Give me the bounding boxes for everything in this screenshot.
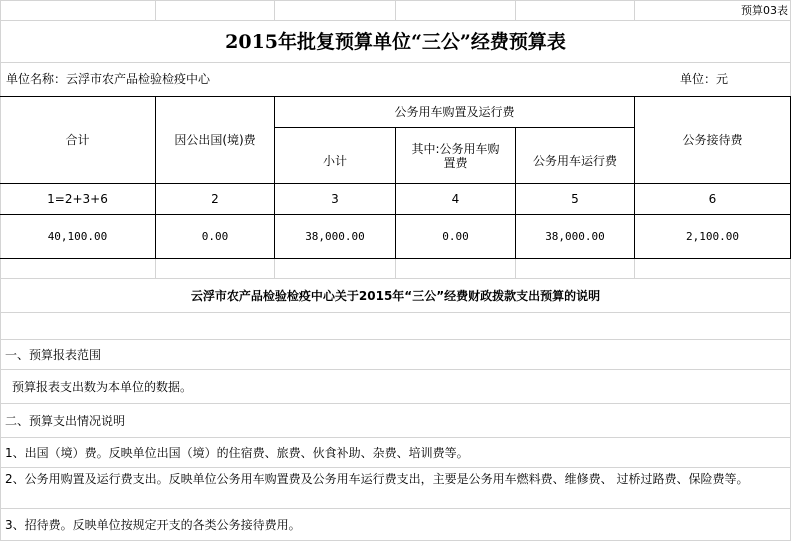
section1-text: 预算报表支出数为本单位的数据。 <box>12 379 193 394</box>
grid-line <box>634 258 635 278</box>
grid-line <box>274 258 275 278</box>
header-reception: 公务接待费 <box>682 133 743 147</box>
index-cell: 6 <box>708 192 717 206</box>
value-vehicle-purchase: 0.00 <box>442 229 469 243</box>
index-cell: 4 <box>451 192 460 206</box>
header-vehicle-group: 公务用车购置及运行费 <box>394 105 515 119</box>
header-overseas: 因公出国(境)费 <box>174 133 256 147</box>
index-cell: 3 <box>331 192 339 206</box>
value-subtotal: 38,000.00 <box>305 229 365 243</box>
index-cell: 1=2+3+6 <box>47 192 108 206</box>
explanation-title: 云浮市农产品检验检疫中心关于2015年“三公”经费财政拨款支出预算的说明 <box>190 288 601 303</box>
section2-heading: 二、预算支出情况说明 <box>5 413 126 428</box>
section1-heading: 一、预算报表范围 <box>5 347 102 362</box>
unit-label: 单位：元 <box>680 72 729 86</box>
grid-line <box>155 0 156 20</box>
grid-line <box>515 0 516 20</box>
grid-line <box>515 258 516 278</box>
unit-name: 单位名称：云浮市农产品检验检疫中心 <box>6 72 211 86</box>
explanation-item-3: 3、招待费。反映单位按规定开支的各类公务接待费用。 <box>5 517 301 532</box>
form-code: 预算03表 <box>741 4 788 17</box>
index-cell: 2 <box>211 192 219 206</box>
grid-line <box>0 312 791 313</box>
index-cell: 5 <box>571 192 579 206</box>
explanation-item-2: 2、公务用购置及运行费支出。反映单位公务用车购置费及公务用车运行费支出，主要是公务用车燃料费、维修费、 过桥过路费、保险费等。 <box>5 472 749 486</box>
grid-line <box>0 0 1 541</box>
header-total: 合计 <box>65 133 90 147</box>
grid-line <box>155 258 156 278</box>
grid-line <box>274 0 275 20</box>
grid-line <box>395 258 396 278</box>
header-vehicle-purchase: 其中:公务用车购 置费 <box>411 141 500 170</box>
explanation-item-1: 1、出国（境）费。反映单位出国（境）的住宿费、旅费、伙食补助、杂费、培训费等。 <box>5 445 469 460</box>
value-overseas: 0.00 <box>201 229 229 243</box>
header-subtotal: 小计 <box>322 153 347 168</box>
header-vehicle-operation: 公务用车运行费 <box>532 153 617 168</box>
value-vehicle-operation: 38,000.00 <box>545 229 605 243</box>
value-reception: 2,100.00 <box>686 229 739 243</box>
value-total: 40,100.00 <box>47 229 108 243</box>
grid-line <box>395 0 396 20</box>
page-title: 2015年批复预算单位“三公”经费预算表 <box>225 30 566 53</box>
grid-line <box>0 62 791 63</box>
grid-line <box>634 0 635 20</box>
